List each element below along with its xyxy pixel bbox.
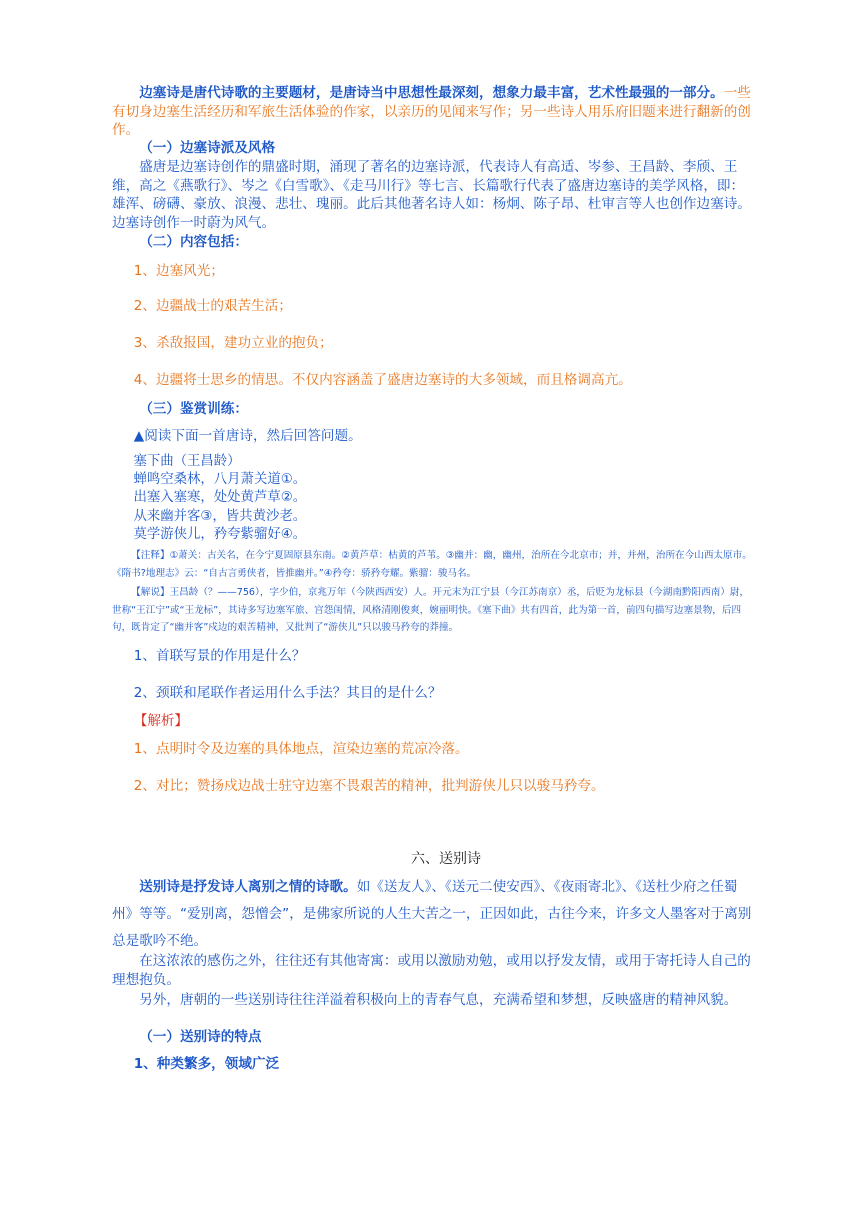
answer-label: 【解析】 xyxy=(133,713,189,729)
songbie-intro-bold: 送别诗是抒发诗人离别之情的诗歌。 xyxy=(139,879,357,895)
question-text: 1、首联写景的作用是什么？ xyxy=(133,648,306,664)
content-item-3 xyxy=(112,334,752,352)
question-2 xyxy=(112,684,752,702)
answer-2 xyxy=(112,777,752,795)
question-text: 2、颈联和尾联作者运用什么手法？其目的是什么？ xyxy=(133,685,442,701)
section-title: （一）送别诗的特点 xyxy=(139,1029,262,1045)
instruction-text: ▲阅读下面一首唐诗，然后回答问题。 xyxy=(133,428,362,444)
content-item-1 xyxy=(112,262,752,280)
note-text: ①萧关：古关名，在今宁夏固原县东南。②黄芦草：枯黄的芦苇。③幽并：幽，幽州，治所在今北京市；并，并州，治所在今山西太原市。《隋书?地理志》云：“自古言勇侠者，皆推幽并。”④矜夸：骄矜夸耀。紫骝：骏马名。 xyxy=(112,550,752,579)
list-item: 2、边疆战士的艰苦生活； xyxy=(133,298,292,314)
biansai-intro xyxy=(112,84,752,140)
content-item-2 xyxy=(112,297,752,315)
list-item: 1、边塞风光； xyxy=(133,263,224,279)
body-paragraph: 盛唐是边塞诗创作的鼎盛时期，涌现了著名的边塞诗派，代表诗人有高适、岑参、王昌龄、李颀、王维，高之《燕歌行》、岑之《白雪歌》、《走马川行》等七言、长篇歌行代表了盛唐边塞诗的美学风格，即：雄浑、磅礴、豪放、浪漫、悲壮、瑰丽。此后其他著名诗人如：杨炯、陈子昂、杜审言等人也创作边塞诗。边塞诗创作一时蔚为风气。 xyxy=(112,159,751,231)
list-item: 4、边疆将士思乡的情思。不仅内容涵盖了盛唐边塞诗的大多领域，而且格调高亢。 xyxy=(133,372,632,388)
biansai-section3-title xyxy=(112,400,752,419)
question-1 xyxy=(112,647,752,665)
poem-notes xyxy=(112,547,752,582)
songbie-para2 xyxy=(112,952,752,989)
songbie-intro xyxy=(112,874,752,955)
chapter-heading: 六、送别诗 xyxy=(411,851,481,867)
poem xyxy=(112,453,752,544)
section-title: （三）鉴赏训练： xyxy=(139,401,248,417)
poem-line: 从来幽并客③，皆共黄沙老。 xyxy=(133,508,307,524)
poem-line: 蝉鸣空桑林，八月萧关道①。 xyxy=(133,472,307,488)
biansai-intro-rest: 一些有切身边塞生活经历和军旅生活体验的作家，以亲历的见闻来写作；另一些诗人用乐府旧题来进行翻新的创作。 xyxy=(112,85,751,138)
jiexi-label xyxy=(112,712,752,730)
poem-analysis xyxy=(112,584,752,637)
body-paragraph: 另外，唐朝的一些送别诗往往洋溢着积极向上的青春气息，充满希望和梦想，反映盛唐的精神风貌。 xyxy=(139,992,738,1008)
answer-text: 1、点明时令及边塞的具体地点，渲染边塞的荒凉冷落。 xyxy=(133,741,469,757)
songbie-para3 xyxy=(112,991,752,1010)
songbie-section1-title xyxy=(112,1028,752,1047)
analysis-label: 【解说】 xyxy=(131,587,170,598)
biansai-section1-title xyxy=(112,139,752,158)
biansai-section1-body xyxy=(112,158,752,232)
biansai-section2-title xyxy=(112,233,752,252)
songbie-intro-rest: 如《送友人》、《送元二使安西》、《夜雨寄北》、《送杜少府之任蜀州》等等。“爱别离，怨憎会”，是佛家所说的人生大苦之一，正因如此，古往今来，许多文人墨客对于离别总是歌吟不绝。 xyxy=(112,879,752,949)
list-item: 1、种类繁多，领域广泛 xyxy=(133,1056,280,1072)
content-item-4 xyxy=(112,371,752,389)
answer-text: 2、对比；赞扬戍边战士驻守边塞不畏艰苦的精神，批判游侠儿只以骏马矜夸。 xyxy=(133,778,605,794)
analysis-text: 王昌龄（？——756），字少伯，京兆万年（今陕西西安）人。开元末为江宁县（今江苏南京）丞，后贬为龙标县（今湖南黔阳西南）尉，世称“王江宁”或“王龙标”，其诗多写边塞军旅、宫怨闺情，风格清刚俊爽，婉丽明快。《塞下曲》共有四首，此为第一首，前四句描写边塞景物，后四句，既肯定了“幽并客”戍边的艰苦精神，又批判了“游侠儿”只以骏马矜夸的莽撞。 xyxy=(112,587,750,633)
list-item: 3、杀敌报国，建功立业的抱负； xyxy=(133,335,333,351)
songbie-point-1 xyxy=(112,1055,752,1073)
section-title: （一）边塞诗派及风格 xyxy=(139,140,276,156)
reading-instruction xyxy=(112,427,752,445)
answer-1 xyxy=(112,740,752,758)
poem-line: 出塞入塞寒，处处黄芦草②。 xyxy=(133,490,307,506)
biansai-intro-bold: 边塞诗是唐代诗歌的主要题材，是唐诗当中思想性最深刻，想象力最丰富，艺术性最强的一部分。 xyxy=(139,85,724,101)
songbie-heading xyxy=(112,850,752,869)
body-paragraph: 在这浓浓的感伤之外，往往还有其他寄寓：或用以激励劝勉，或用以抒发友情，或用于寄托诗人自己的理想抱负。 xyxy=(112,953,751,988)
poem-title: 塞下曲（王昌龄） xyxy=(133,454,241,469)
section-title: （二）内容包括： xyxy=(139,234,248,250)
note-label: 【注释】 xyxy=(131,550,170,561)
poem-line: 莫学游侠儿，矜夸紫骝好④。 xyxy=(133,526,307,542)
